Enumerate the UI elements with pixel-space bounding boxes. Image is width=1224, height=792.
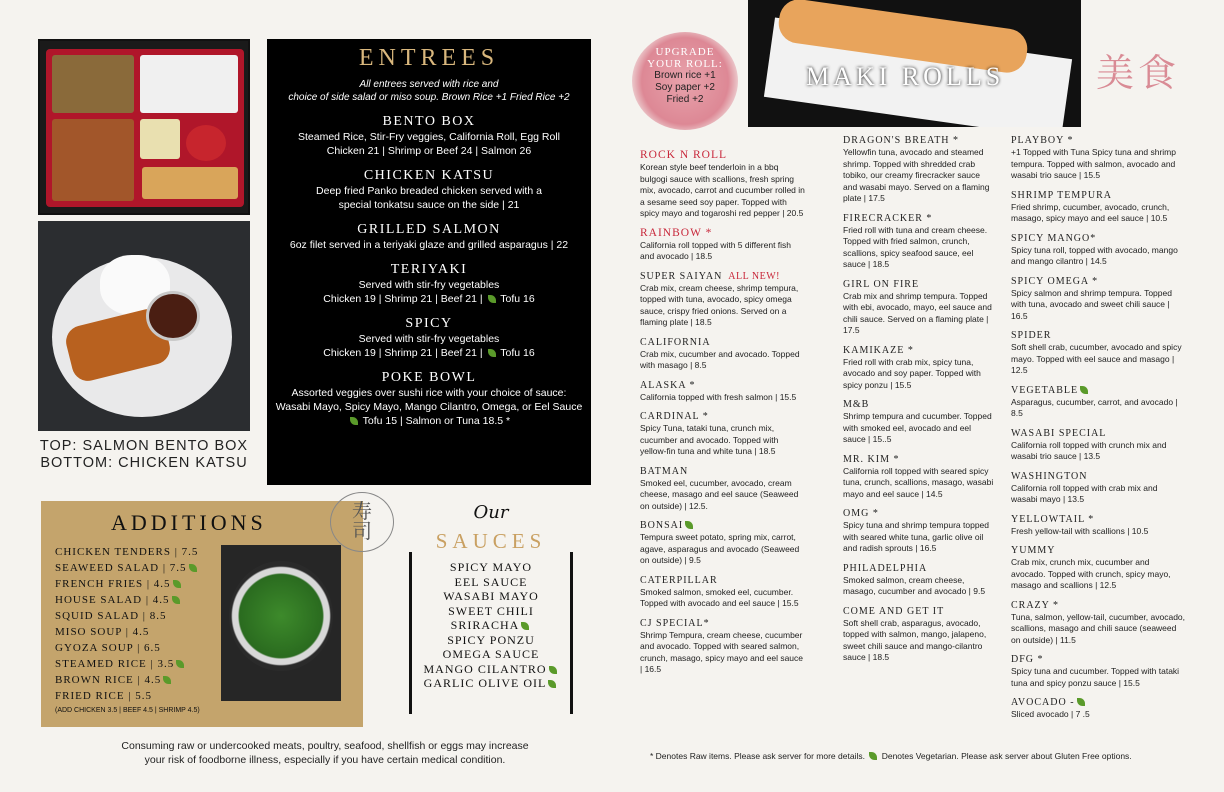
roll-item [843,507,995,555]
roll-name-text: CJ SPECIAL* [640,617,710,629]
upgrade-option: Fried +2 [666,94,704,105]
roll-item [843,398,995,446]
roll-name-text: SHRIMP TEMPURA [1011,189,1112,201]
roll-name [640,410,805,423]
disclaimer-line: Consuming raw or undercooked meats, poultry, seafood, shellfish or eggs may increase [121,740,529,752]
vegetarian-leaf-icon [488,295,496,303]
food-safety-disclaimer [100,739,550,767]
roll-name [843,212,995,225]
entree-name: BENTO BOX [382,114,476,129]
roll-description: Shrimp Tempura, cream cheese, cucumber and avocado. Topped with seared salmon, crunch, masago, spicy mayo and eel sauce | 16.5 [640,629,804,674]
chinese-heading: 美食 [1096,51,1181,95]
roll-description: Fresh yellow-tail with scallions | 10.5 [1011,525,1149,536]
addition-item [55,688,199,704]
sauces-title: SAUCES [435,529,547,553]
entrees-title: ENTREES [358,45,500,71]
all-new-badge: ALL NEW! [728,270,780,282]
photo-caption [38,438,250,472]
sauce-item [409,618,573,633]
roll-name [1011,134,1186,147]
addition-item [55,608,199,624]
roll-name [843,278,995,291]
entree-desc: Served with stir-fry vegetables [358,333,500,345]
roll-item [843,278,995,337]
sauce-item [409,647,573,662]
roll-name [843,344,995,357]
roll-name [843,398,995,411]
addition-label: SQUID SALAD | 8.5 [55,610,167,622]
footnote-raw: * Denotes Raw items. Please ask server for more details. [650,751,865,761]
roll-name-text: BONSAI [640,520,684,531]
roll-item [1011,653,1186,689]
roll-name-text: YELLOWTAIL * [1011,513,1095,525]
entree-price-text: Chicken 19 | Shrimp 21 | Beef 21 | [323,347,483,359]
roll-item [843,605,995,664]
roll-name [1011,653,1186,666]
entree-desc: Steamed Rice, Stir-Fry veggies, California Roll, Egg Roll [297,131,560,143]
roll-name [640,379,805,392]
roll-item [1011,384,1186,420]
roll-name-text: OMG * [843,508,879,519]
roll-item [843,134,995,205]
roll-description: Fried shrimp, cucumber, avocado, crunch, masago, spicy mayo and eel sauce | 10.5 [1011,201,1170,223]
roll-description: Sliced avocado | 7 .5 [1011,709,1090,719]
entree-price [267,292,591,306]
entree-price-text: Chicken 19 | Shrimp 21 | Beef 21 | [323,293,483,305]
roll-name-text: SPICY OMEGA * [1011,275,1099,287]
sauce-label: SPICY PONZU [447,632,535,647]
roll-item [640,617,805,676]
roll-description: Smoked salmon, cream cheese, masago, cucumber and avocado | 9.5 [843,574,986,596]
roll-item [640,227,805,263]
roll-name-text: PLAYBOY * [1011,135,1074,146]
sauce-item [409,560,573,575]
bento-box-photo [38,39,250,215]
roll-name-text: GIRL ON FIRE [843,278,920,290]
entree-name: GRILLED SALMON [357,222,501,237]
entree-desc: Served with stir-fry vegetables [358,279,500,291]
roll-item [843,344,995,392]
roll-name-text: M&B [843,399,870,410]
upgrade-option: Brown rice +1 [654,70,716,81]
entree-price [267,346,591,360]
roll-name-text: ROCK N ROLL [640,149,728,161]
vegetarian-leaf-icon [549,666,557,674]
sauce-label: SPICY MAYO [449,560,533,574]
roll-name-text: YUMMY [1011,545,1056,556]
roll-name [843,605,995,618]
entree-desc: Deep fried Panko breaded chicken served with a [316,185,542,197]
roll-name-text: DRAGON'S BREATH * [843,135,960,146]
sauce-item [409,575,573,590]
entrees-sub-line: choice of side salad or miso soup. Brown Rice +1 Fried Rice +2 [288,92,570,103]
roll-item [640,465,805,513]
roll-name-text: VEGETABLE [1011,384,1079,396]
roll-name [640,149,805,162]
roll-name-text: CALIFORNIA [640,336,711,348]
entree-price-text: Tofu 15 | Salmon or Tuna 18.5 * [362,415,511,427]
roll-description: Spicy salmon and shrimp tempura. Topped with tuna, avocado and sweet chili sauce | 16.5 [1011,287,1172,321]
entree-name: POKE BOWL [381,370,477,385]
roll-name-text: SUPER SAIYAN [640,270,723,282]
roll-name [1011,427,1186,440]
vegetarian-leaf-icon [488,349,496,357]
roll-description: Tempura sweet potato, spring mix, carrot, agave, asparagus and avocado (Seaweed on outside) | 9.5 [640,532,800,565]
roll-name-text: CRAZY * [1011,599,1060,611]
sauce-label: SRIRACHA [450,618,520,632]
entree-price: Chicken 21 | Shrimp or Beef 24 | Salmon 26 [326,145,532,157]
footnote-veg: Denotes Vegetarian. Please ask server about Gluten Free options. [881,751,1132,761]
roll-item [1011,544,1186,592]
roll-item [640,410,805,458]
roll-description: California roll topped with crunch mix and wasabi trio sauce | 13.5 [1011,439,1167,461]
vegetarian-leaf-icon [869,752,877,760]
roll-item [843,562,995,598]
entree-price [267,414,591,428]
roll-name [1011,513,1186,526]
sauce-label: SWEET CHILI [448,603,534,618]
entree-item [267,221,591,252]
addition-label: FRENCH FRIES | 4.5 [55,578,171,590]
vegetarian-leaf-icon [548,680,556,688]
roll-description: Crab mix, cream cheese, shrimp tempura, topped with tuna, avocado, spicy omega sauce, crispy fried onions. Served on a flaming plate | 18.5 [640,282,799,327]
roll-item [1011,427,1186,463]
roll-description: Tuna, salmon, yellow-tail, cucumber, avocado, scallions, masago and chili sauce (seaweed on outside) | 11.5 [1011,611,1186,645]
roll-name-text: SPIDER [1011,330,1052,341]
disclaimer-line: your risk of foodborne illness, especially if you have certain medical condition. [144,754,506,766]
roll-name-text: ALASKA * [640,379,696,391]
roll-name [1011,599,1186,612]
vegetarian-leaf-icon [173,580,181,588]
roll-item [640,336,805,372]
addition-label: MISO SOUP | 4.5 [55,626,150,638]
addition-item [55,640,199,656]
roll-name-text: DFG * [1011,654,1044,665]
sauce-item [409,676,573,691]
roll-description: Spicy tuna and shrimp tempura topped with seared white tuna, garlic olive oil and radish sprouts | 16.5 [843,520,990,553]
vegetarian-leaf-icon [176,660,184,668]
sauce-item [409,662,573,677]
seaweed-salad-photo [221,545,341,701]
roll-name-text: CARDINAL * [640,411,709,422]
roll-name [1011,189,1186,202]
roll-item [640,270,805,329]
roll-name-text: KAMIKAZE * [843,344,914,356]
roll-item [1011,275,1186,323]
vegetarian-leaf-icon [350,417,358,425]
rolls-column-2 [843,134,995,671]
entrees-subtitle [267,78,591,104]
roll-item [640,519,805,567]
roll-description: Spicy Tuna, tataki tuna, crunch mix, cucumber and avocado. Topped with yellow-fin tuna and white tuna | 18.5 [640,423,779,456]
menu-footnote [650,751,1190,761]
sauce-label: EEL SAUCE [454,574,528,589]
roll-name-text: SPICY MANGO* [1011,232,1097,244]
roll-item [1011,470,1186,506]
addition-label: CHICKEN TENDERS | 7.5 [55,546,199,558]
sauce-label: OMEGA SAUCE [442,647,540,661]
roll-name-text: BATMAN [640,465,689,477]
addition-label: HOUSE SALAD | 4.5 [55,594,170,606]
entree-item [267,261,591,306]
addition-item [55,560,199,576]
roll-description: Soft shell crab, cucumber, avocado and spicy mayo. Topped with eel sauce and masago | 12.5 [1011,342,1182,375]
roll-item [1011,696,1186,721]
roll-name-text: WASHINGTON [1011,470,1088,482]
roll-name-text: AVOCADO - [1011,697,1075,708]
roll-name [640,617,805,630]
roll-name [1011,329,1186,342]
roll-item [640,379,805,404]
roll-name-text: MR. KIM * [843,453,900,465]
sauce-item [409,633,573,648]
roll-description: California roll topped with seared spicy tuna, crunch, scallions, masago, wasabi mayo and eel sauce | 14.5 [843,465,994,499]
entree-name: TERIYAKI [390,262,468,277]
addition-item [55,592,199,608]
entree-desc: Assorted veggies over sushi rice with your choice of sauce: [291,387,567,399]
addition-item [55,624,199,640]
entrees-sub-line: All entrees served with rice and [359,79,499,90]
entree-item [267,167,591,212]
roll-item [640,149,805,220]
roll-name [1011,232,1186,245]
sauce-label: WASABI MAYO [443,589,539,603]
additions-panel [41,501,363,727]
vegetarian-leaf-icon [189,564,197,572]
entree-name: CHICKEN KATSU [363,168,495,183]
rolls-column-3 [1011,134,1186,728]
entree-desc: 6oz filet served in a teriyaki glaze and grilled asparagus | 22 [289,239,569,251]
vegetarian-leaf-icon [521,622,529,630]
roll-description: Crab mix, cucumber and avocado. Topped with masago | 8.5 [640,348,800,370]
roll-name [1011,696,1186,709]
roll-item [640,574,805,610]
sauce-label: GARLIC OLIVE OIL [423,676,547,690]
addition-label: FRIED RICE | 5.5 [55,690,153,702]
entree-price-tofu: Tofu 16 [500,347,535,359]
roll-item [1011,329,1186,377]
addition-item [55,576,199,592]
roll-description: California roll topped with crab mix and wasabi mayo | 13.5 [1011,482,1158,504]
roll-name-text: FIRECRACKER * [843,212,933,224]
roll-description: Spicy tuna and cucumber. Topped with tataki tuna and spicy ponzu sauce | 15.5 [1011,666,1180,688]
roll-name-text: COME AND GET IT [843,605,945,617]
roll-name [1011,470,1186,483]
sauces-our: Our [473,502,509,523]
maki-rolls-title: MAKI ROLLS [806,62,1005,91]
maki-rolls-photo [748,0,1081,127]
roll-description: Crab mix and shrimp tempura. Topped with ebi, avocado, mayo, eel sauce and chili sauce. Served on a flaming plate | 17.5 [843,290,992,335]
roll-name [843,453,995,466]
sauces-panel [409,498,573,716]
rolls-column-1 [640,149,805,683]
roll-description: Smoked eel, cucumber, avocado, cream cheese, masago and eel sauce (Seaweed on outside) | 12.5. [640,477,799,511]
sauces-list [409,560,573,691]
roll-name [843,562,995,575]
roll-description: Spicy tuna roll, topped with avocado, mango and mango cilantro | 14.5 [1011,244,1178,266]
upgrade-option: Soy paper +2 [655,82,715,93]
roll-item [1011,232,1186,268]
roll-description: Crab mix, crunch mix, cucumber and avocado. Topped with crunch, spicy mayo, masago and scallions | 12.5 [1011,557,1171,590]
addition-item [55,544,199,560]
roll-item [1011,189,1186,225]
sauce-item [409,604,573,619]
sauce-item [409,589,573,604]
addition-item [55,672,199,688]
roll-description: Soft shell crab, asparagus, avocado, topped with salmon, mango, jalapeno, sweet chili sauce and mango-cilantro sauce | 18.5 [843,617,987,662]
roll-name-text: PHILADELPHIA [843,562,928,574]
addition-item [55,656,199,672]
roll-item [1011,513,1186,538]
entree-price: special tonkatsu sauce on the side | 21 [338,199,520,211]
upgrade-roll-badge [632,32,738,130]
vegetarian-leaf-icon [1080,386,1088,394]
vegetarian-leaf-icon [163,676,171,684]
upgrade-title: UPGRADE [655,46,715,58]
roll-item [843,453,995,501]
entree-item [267,369,591,428]
roll-name-text: CATERPILLAR [640,574,718,586]
roll-item [1011,599,1186,647]
roll-name [843,134,995,147]
roll-name [640,336,805,349]
roll-name [640,519,805,532]
additions-title: ADDITIONS [111,510,267,535]
additions-list [55,544,199,704]
addition-label: BROWN RICE | 4.5 [55,674,162,686]
roll-name [640,465,805,478]
addition-label: GYOZA SOUP | 6.5 [55,642,161,654]
entree-name: SPICY [405,316,453,331]
roll-name [843,507,995,520]
roll-name [640,574,805,587]
roll-description: Asparagus, cucumber, carrot, and avocado | 8.5 [1011,396,1178,418]
roll-description: Korean style beef tenderloin in a bbq bulgogi sauce with scallions, fresh spring mix, avocado, carrot and cucumber rolled in a sesame seed soy paper. Topped with spicy mayo and togaroshi red pepper | 20.5 [640,162,805,218]
upgrade-title: YOUR ROLL: [647,58,723,70]
entree-desc: Wasabi Mayo, Spicy Mayo, Mango Cilantro, Omega, or Eel Sauce [275,401,583,413]
roll-item [1011,134,1186,182]
addition-label: SEAWEED SALAD | 7.5 [55,562,187,574]
caption-top: TOP: SALMON BENTO BOX [39,438,249,454]
entree-item [267,315,591,360]
chicken-katsu-photo [38,221,250,431]
roll-description: California roll topped with 5 different fish and avocado | 18.5 [640,239,792,261]
vegetarian-leaf-icon [1077,698,1085,706]
roll-name [1011,544,1186,557]
vegetarian-leaf-icon [172,596,180,604]
additions-note: (ADD CHICKEN 3.5 | BEEF 4.5 | SHRIMP 4.5) [55,707,200,714]
roll-description: Smoked salmon, smoked eel, cucumber. Topped with avocado and eel sauce | 15.5 [640,586,799,608]
roll-description: Fried roll with tuna and cream cheese. Topped with fried salmon, crunch, scallions, spicy seafood sauce, eel sauce | 18.5 [843,224,988,269]
roll-name-text: WASABI SPECIAL [1011,427,1107,439]
entree-item [267,113,591,158]
roll-name [640,270,805,283]
caption-bottom: BOTTOM: CHICKEN KATSU [40,455,248,471]
roll-name [640,227,805,240]
roll-name [1011,384,1186,397]
roll-description: Fried roll with crab mix, spicy tuna, avocado and soy paper. Topped with spicy ponzu | 15.5 [843,356,981,390]
vegetarian-leaf-icon [685,521,693,529]
entree-price-tofu: Tofu 16 [500,293,535,305]
roll-description: +1 Topped with Tuna Spicy tuna and shrimp tempura. Topped with salmon, avocado and wasabi trio sauce | 15.5 [1011,147,1176,180]
roll-item [843,212,995,271]
addition-label: STEAMED RICE | 3.5 [55,658,175,670]
roll-name-text: RAINBOW * [640,226,713,239]
roll-description: Shrimp tempura and cucumber. Topped with smoked eel, avocado and eel sauce | 15..5 [843,411,992,444]
roll-description: Yellowfin tuna, avocado and steamed shrimp. Topped with shredded crab tobiko, our creamy firecracker sauce and wasabi mayo. Served on a flaming plate | 17.5 [843,147,990,203]
sauce-label: MANGO CILANTRO [423,661,547,676]
roll-description: California topped with fresh salmon | 15.5 [640,391,797,402]
roll-name [1011,275,1186,288]
sushi-stamp-logo: 寿 司 [330,492,394,552]
entrees-panel [267,39,591,485]
